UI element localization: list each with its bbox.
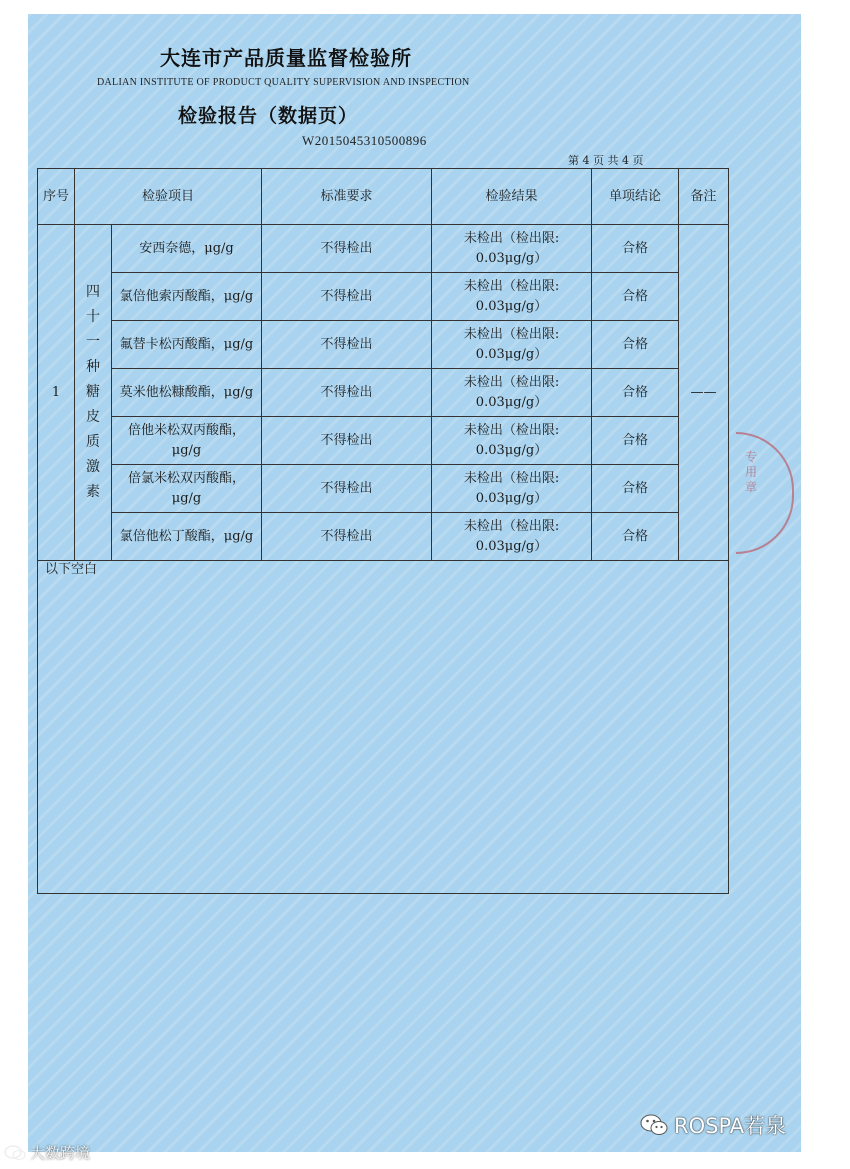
institute-name-cn: 大连市产品质量监督检验所 — [160, 46, 412, 70]
seq-cell: 1 — [38, 225, 75, 561]
item-cell: 莫米他松糠酸酯，μg/g — [112, 369, 262, 417]
corner-watermark — [4, 1142, 90, 1163]
header-conclusion: 单项结论 — [592, 169, 679, 225]
wechat-account-name: ROSPA若泉 — [674, 1114, 787, 1138]
item-cell: 氯倍他索丙酸酯，μg/g — [112, 273, 262, 321]
table-row — [38, 465, 729, 513]
conclusion-cell: 合格 — [592, 225, 679, 273]
header-seq: 序号 — [38, 169, 75, 225]
result-cell: 未检出（检出限: 0.03μg/g） — [432, 417, 592, 465]
table-row — [38, 273, 729, 321]
table-row — [38, 321, 729, 369]
item-cell: 氟替卡松丙酸酯，μg/g — [112, 321, 262, 369]
page-indicator: 第 4 页 共 4 页 — [568, 154, 644, 167]
standard-cell: 不得检出 — [262, 321, 432, 369]
item-cell: 倍氯米松双丙酸酯，μg/g — [112, 465, 262, 513]
conclusion-cell: 合格 — [592, 417, 679, 465]
wechat-watermark — [640, 1110, 786, 1140]
remark-cell: —— — [679, 225, 729, 561]
standard-cell: 不得检出 — [262, 225, 432, 273]
result-cell: 未检出（检出限: 0.03μg/g） — [432, 321, 592, 369]
header-item: 检验项目 — [75, 169, 262, 225]
report-number: W2015045310500896 — [302, 133, 427, 148]
group-name-cell — [75, 225, 112, 561]
result-cell: 未检出（检出限: 0.03μg/g） — [432, 513, 592, 561]
report-title: 检验报告（数据页） — [178, 105, 359, 127]
result-cell: 未检出（检出限: 0.03μg/g） — [432, 369, 592, 417]
result-cell: 未检出（检出限: 0.03μg/g） — [432, 225, 592, 273]
standard-cell: 不得检出 — [262, 465, 432, 513]
item-cell: 氯倍他松丁酸酯，μg/g — [112, 513, 262, 561]
table-row — [38, 225, 729, 273]
standard-cell: 不得检出 — [262, 417, 432, 465]
conclusion-cell: 合格 — [592, 369, 679, 417]
header-remark: 备注 — [679, 169, 729, 225]
table-row — [38, 369, 729, 417]
standard-cell: 不得检出 — [262, 369, 432, 417]
item-cell: 倍他米松双丙酸酯，μg/g — [112, 417, 262, 465]
conclusion-cell: 合格 — [592, 273, 679, 321]
item-cell: 安西奈德，μg/g — [112, 225, 262, 273]
result-cell: 未检出（检出限: 0.03μg/g） — [432, 465, 592, 513]
wechat-icon — [640, 1113, 668, 1137]
standard-cell: 不得检出 — [262, 513, 432, 561]
conclusion-cell: 合格 — [592, 465, 679, 513]
header-result: 检验结果 — [432, 169, 592, 225]
standard-cell: 不得检出 — [262, 273, 432, 321]
seal-text: 专用章 — [745, 450, 758, 494]
group-name: 四十一种糖皮质激素 — [86, 284, 100, 500]
conclusion-cell: 合格 — [592, 321, 679, 369]
conclusion-cell: 合格 — [592, 513, 679, 561]
header-standard: 标准要求 — [262, 169, 432, 225]
chat-bubble-icon — [4, 1145, 26, 1161]
table-header-row — [38, 169, 729, 225]
table-row — [38, 513, 729, 561]
result-cell: 未检出（检出限: 0.03μg/g） — [432, 273, 592, 321]
institute-name-en: DALIAN INSTITUTE OF PRODUCT QUALITY SUPERVISION AND INSPECTION — [97, 77, 470, 88]
inspection-table — [37, 168, 729, 561]
blank-below-note: 以下空白 — [45, 562, 98, 577]
corner-watermark-text: 大数跨境 — [30, 1144, 91, 1162]
table-row — [38, 417, 729, 465]
